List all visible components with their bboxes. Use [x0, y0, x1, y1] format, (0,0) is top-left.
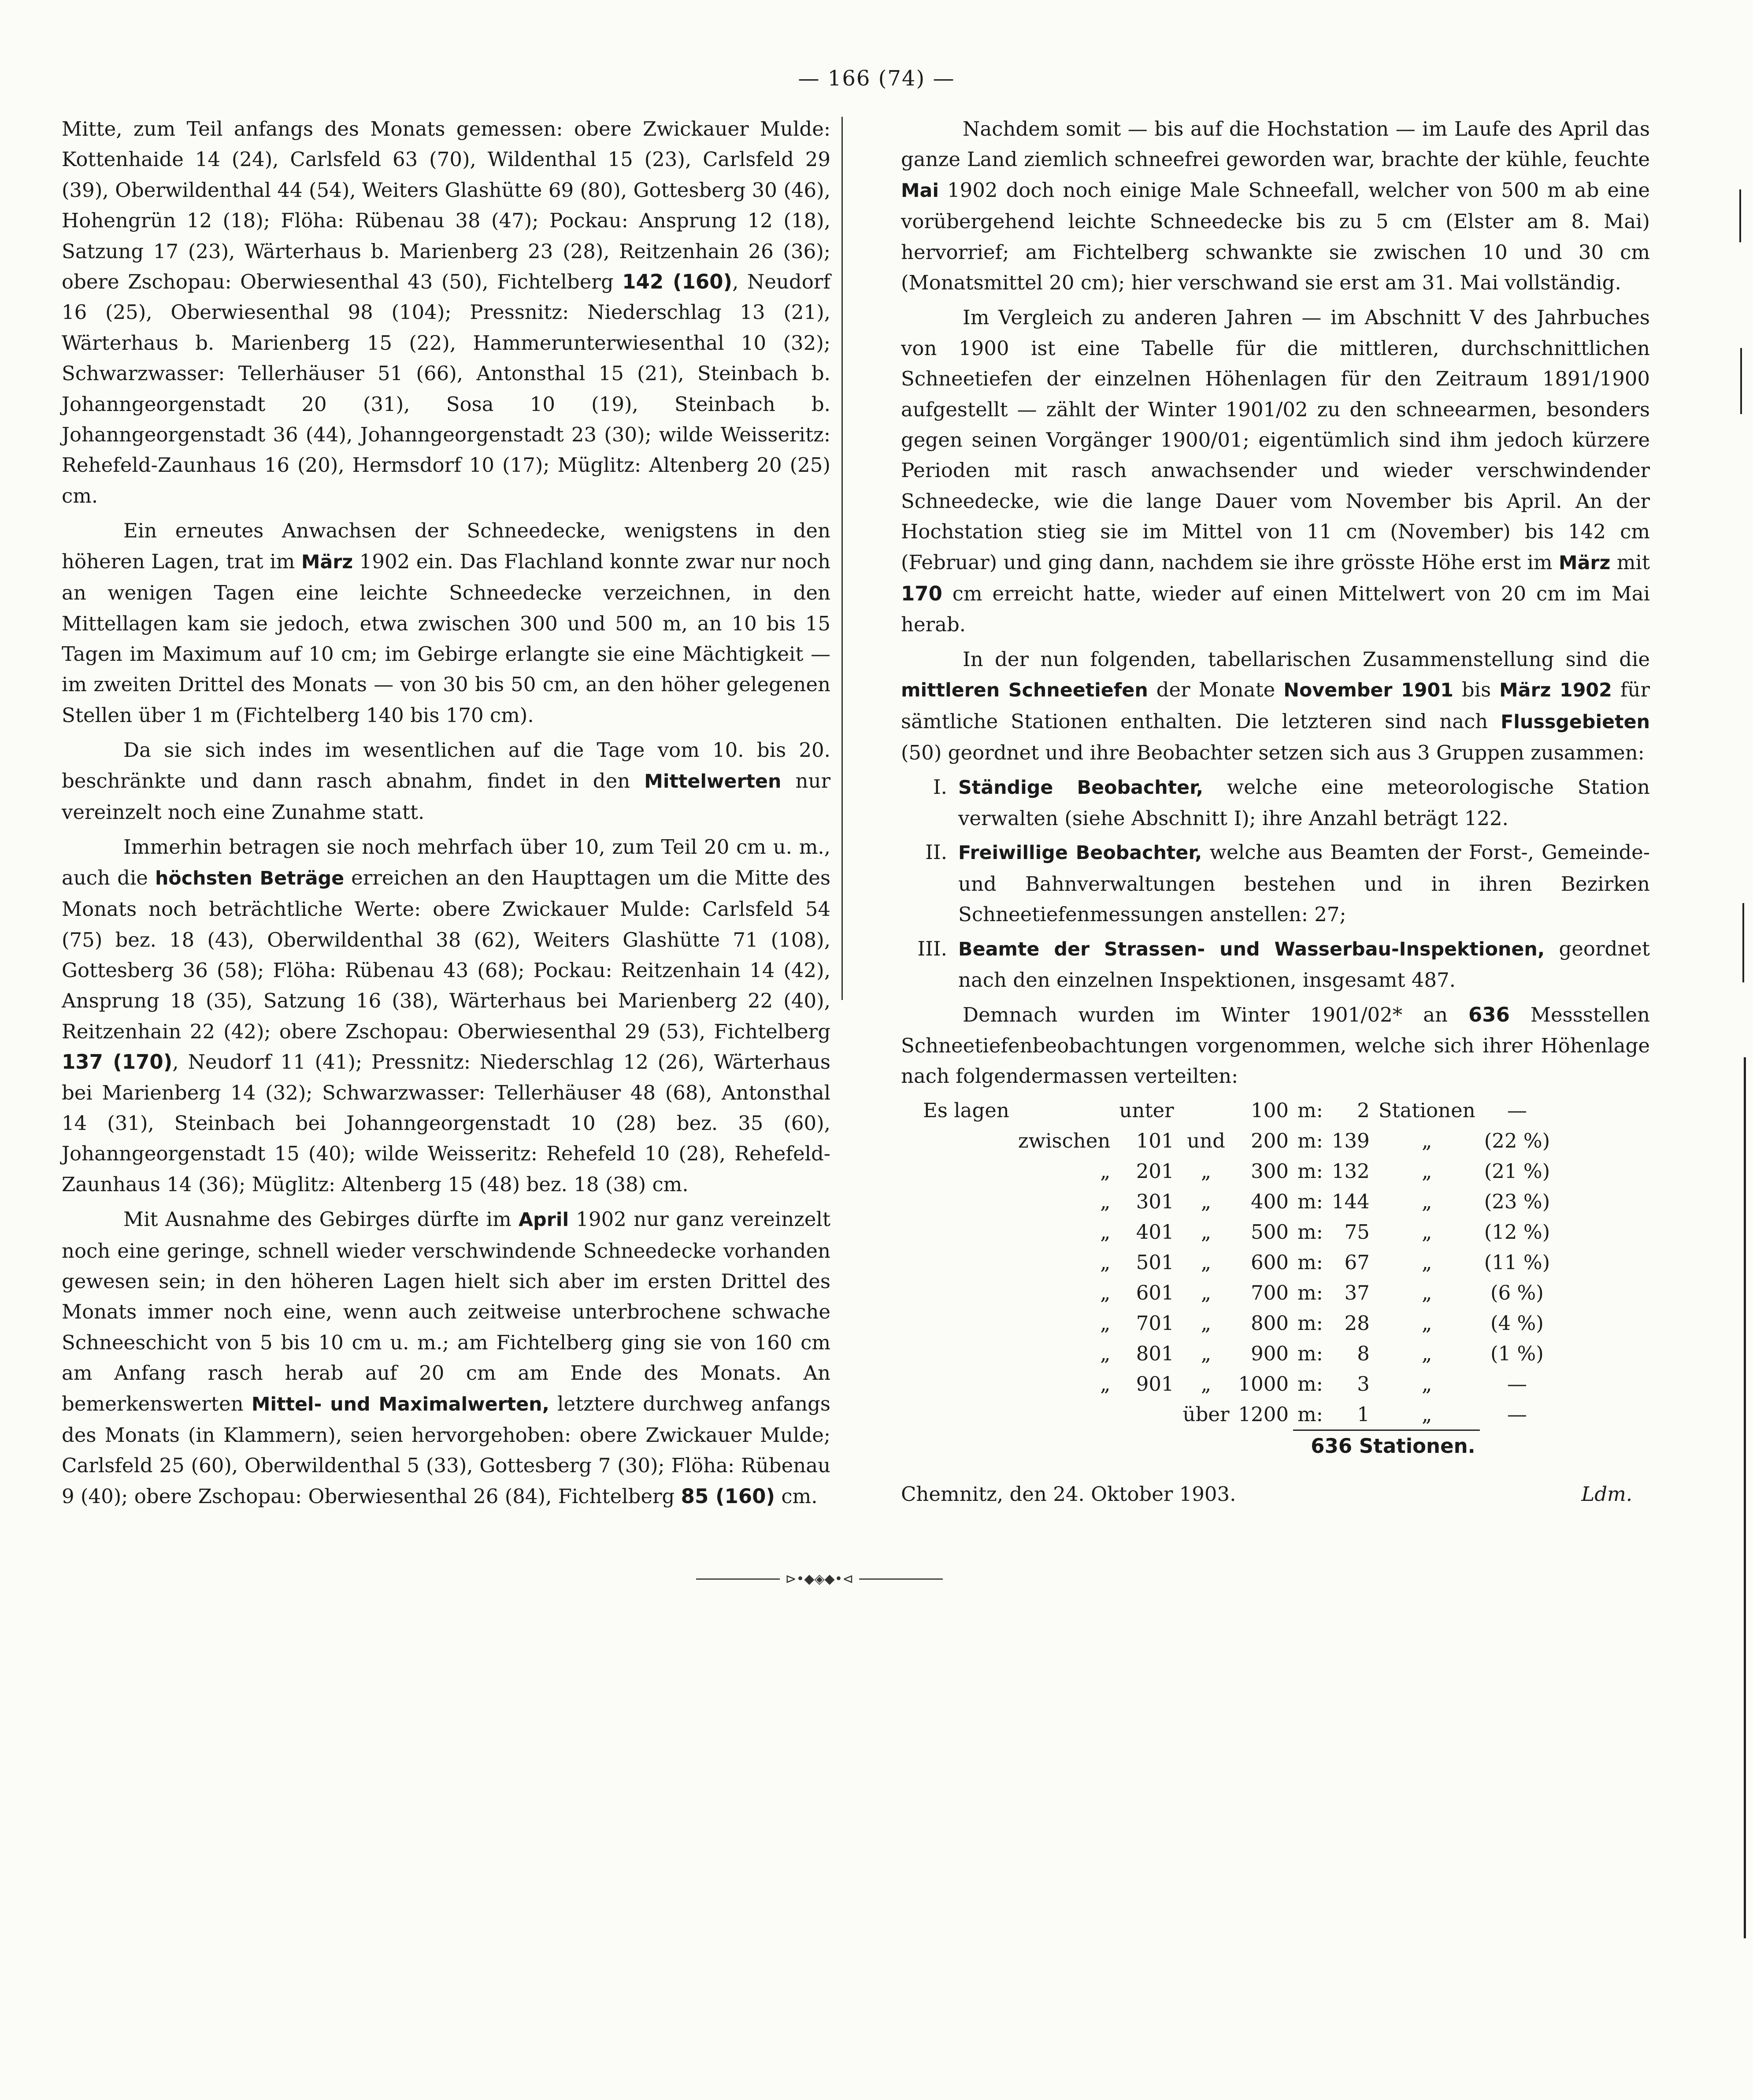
table-cell-b: „	[1100, 1341, 1111, 1365]
table-cell-pct: —	[1507, 1372, 1527, 1396]
table-cell-ditto: „	[1422, 1189, 1432, 1213]
table-cell-count: 2	[1357, 1098, 1370, 1122]
table-cell-b: „	[1100, 1250, 1111, 1274]
table-cell-a	[919, 1186, 1014, 1217]
paragraph-messstellen: Demnach wurden im Winter 1901/02* an 636 Messstellen Schneetiefenbeobachtungen vorgenommen, welche sich ihrer Höhenlage nach folgendermassen verteilten:	[901, 1003, 1650, 1088]
table-cell-unit: m:	[1297, 1159, 1323, 1183]
table-cell-pct: (21 %)	[1484, 1159, 1550, 1183]
table-cell-count: 132	[1331, 1159, 1370, 1183]
group-text: Freiwillige Beobachter, welche aus Beamten der Forst-, Gemeinde- und Bahnverwaltungen bestehen und in ihren Bezirken Schneetiefenmessungen anstellen: 27;	[958, 841, 1650, 926]
table-row	[919, 1186, 1554, 1217]
table-cell-pct: (22 %)	[1484, 1129, 1550, 1152]
table-cell-count: 3	[1357, 1372, 1370, 1396]
table-cell-pct: —	[1507, 1098, 1527, 1122]
table-cell-to: 900	[1251, 1341, 1289, 1365]
observer-group-1	[901, 772, 1650, 834]
table-row	[919, 1308, 1554, 1338]
table-cell-pct: (4 %)	[1490, 1311, 1544, 1335]
scan-edge-mark	[1739, 189, 1741, 242]
table-cell-to: 600	[1251, 1250, 1289, 1274]
table-cell-ditto: „	[1422, 1311, 1432, 1335]
paragraph-maerz: Ein erneutes Anwachsen der Schneedecke, wenigstens in den höheren Lagen, trat im März 1902 ein. Das Flachland konnte zwar nur noch an wenigen Tagen eine leichte Schneedecke verzeichnen, in den Mittellagen kam sie jedoch, etwa zwischen 300 und 500 m, an 10 bis 15 Tagen im Maximum auf 10 cm; im Gebirge erlangte sie eine Mächtigkeit — im zweiten Drittel des Monats — von 30 bis 50 cm, an den höher gelegenen Stellen über 1 m (Fichtelberg 140 bis 170 cm).	[62, 519, 830, 727]
table-cell-b: „	[1100, 1189, 1111, 1213]
table-cell-b: „	[1100, 1311, 1111, 1335]
table-cell-to: 400	[1251, 1189, 1289, 1213]
table-row	[919, 1369, 1554, 1399]
table-cell-pct: (11 %)	[1484, 1250, 1550, 1274]
table-cell-ditto: „	[1422, 1281, 1432, 1304]
table-cell-unit: m:	[1293, 1399, 1327, 1430]
table-cell-to: 300	[1251, 1159, 1289, 1183]
table-cell-a	[919, 1247, 1014, 1278]
table-cell-unit: m:	[1297, 1129, 1323, 1152]
page-header: — 166 (74) —	[798, 66, 955, 91]
table-cell-b	[1014, 1399, 1115, 1430]
table-cell-joiner	[1179, 1095, 1234, 1126]
table-cell-unit: m:	[1297, 1189, 1323, 1213]
table-cell-from: 301	[1136, 1189, 1174, 1213]
table-cell-a	[919, 1308, 1014, 1338]
table-cell-ditto: „	[1374, 1399, 1480, 1430]
table-row	[919, 1095, 1554, 1126]
table-cell-unit: m:	[1297, 1220, 1323, 1244]
paragraph-zusammenstellung: In der nun folgenden, tabellarischen Zusammenstellung sind die mittleren Schneetiefen der Monate November 1901 bis März 1902 für sämtliche Stationen enthalten. Die letzteren sind nach Flussgebieten (50) geordnet und ihre Beobachter setzen sich aus 3 Gruppen zusammen:	[901, 647, 1650, 765]
place-date: Chemnitz, den 24. Oktober 1903.	[901, 1482, 1236, 1506]
table-cell-from	[1115, 1399, 1178, 1430]
table-cell-from: 501	[1136, 1250, 1174, 1274]
table-cell-to: 200	[1251, 1129, 1289, 1152]
signature-row	[901, 1479, 1650, 1509]
table-cell-a: Es lagen	[923, 1098, 1009, 1122]
table-cell-count: 37	[1344, 1281, 1370, 1304]
table-cell-to: 700	[1251, 1281, 1289, 1304]
group-numeral: II.	[925, 841, 947, 864]
table-total-row	[919, 1430, 1554, 1461]
table-cell-from: unter	[1119, 1098, 1174, 1122]
scan-edge-mark	[1740, 348, 1742, 414]
table-cell-from: 701	[1136, 1311, 1174, 1335]
paragraph-mittelwerte: Da sie sich indes im wesentlichen auf die Tage vom 10. bis 20. beschränkte und dann rasch abnahm, findet in den Mittelwerten nur vereinzelt noch eine Zunahme statt.	[62, 738, 830, 824]
paragraph-hoechste-betraege: Immerhin betragen sie noch mehrfach über 10, zum Teil 20 cm u. m., auch die höchsten Beträge erreichen an den Haupttagen um die Mitte des Monats noch beträchtliche Werte: obere Zwickauer Mulde: Carlsfeld 54 (75) bez. 18 (43), Oberwildenthal 38 (62), Weiters Glashütte 71 (108), Gottesberg 36 (58); Flöha: Rübenau 43 (68); Pockau: Reitzenhain 14 (42), Ansprung 18 (35), Satzung 16 (38), Wärterhaus bei Marienberg 22 (40), Reitzenhain 22 (42); obere Zschopau: Oberwiesenthal 29 (53), Fichtelberg 137 (170), Neudorf 11 (41); Pressnitz: Niederschlag 12 (26), Wärterhaus bei Marienberg 14 (32); Schwarzwasser: Tellerhäuser 48 (68), Antonsthal 14 (31), Steinbach bei Johanngeorgenstadt 10 (28) bez. 35 (60), Johanngeorgenstadt 15 (40); wilde Weisseritz: Rehefeld 10 (28), Rehefeld-Zaunhaus 14 (36); Müglitz: Altenberg 15 (48) bez. 18 (38) cm.	[62, 835, 831, 1196]
table-cell-to: 100	[1251, 1098, 1289, 1122]
table-cell-pct: (6 %)	[1490, 1281, 1544, 1304]
table-row	[919, 1278, 1554, 1308]
table-cell-unit: m:	[1297, 1250, 1323, 1274]
table-cell-joiner: „	[1201, 1189, 1212, 1213]
table-cell-to: 800	[1251, 1311, 1289, 1335]
table-cell-from: 101	[1136, 1129, 1174, 1152]
table-cell-count: 75	[1344, 1220, 1370, 1244]
group-text: Ständige Beobachter, welche eine meteorologische Station verwalten (siehe Abschnitt I); ihre Anzahl beträgt 122.	[958, 775, 1650, 830]
table-cell-joiner: „	[1201, 1311, 1212, 1335]
table-cell-count: 8	[1357, 1341, 1370, 1365]
table-cell-a	[919, 1217, 1014, 1247]
table-cell-a	[919, 1399, 1014, 1430]
table-cell-pct: —	[1507, 1403, 1527, 1426]
table-cell-pct: (12 %)	[1484, 1220, 1550, 1244]
table-cell-ditto: „	[1422, 1372, 1432, 1396]
paragraph-mai: Nachdem somit — bis auf die Hochstation — im Laufe des April das ganze Land ziemlich schneefrei geworden war, brachte der kühle, feuchte Mai 1902 doch noch einige Male Schneefall, welcher von 500 m ab eine vorübergehend leichte Schneedecke bis zu 5 cm (Elster am 8. Mai) hervorrief; am Fichtelberg schwankte sie zwischen 10 und 30 cm (Monatsmittel 20 cm); hier verschwand sie erst am 31. Mai vollständig.	[901, 117, 1650, 295]
table-cell-unit: m:	[1297, 1281, 1323, 1304]
table-cell-ditto: „	[1422, 1250, 1432, 1274]
table-cell-unit: m:	[1297, 1311, 1323, 1335]
table-cell-count: 139	[1331, 1129, 1370, 1152]
table-row	[919, 1338, 1554, 1369]
table-cell-pct: (23 %)	[1484, 1189, 1550, 1213]
group-numeral: I.	[933, 775, 947, 799]
table-cell-to: 1000	[1238, 1372, 1289, 1396]
table-cell-unit: m:	[1297, 1372, 1323, 1396]
column-divider	[841, 117, 843, 1000]
table-cell-b: „	[1100, 1159, 1111, 1183]
table-cell-a	[919, 1338, 1014, 1369]
table-cell-joiner: „	[1201, 1159, 1212, 1183]
table-cell-count: 67	[1344, 1250, 1370, 1274]
table-cell-ditto: „	[1422, 1220, 1432, 1244]
table-row	[919, 1217, 1554, 1247]
altitude-distribution-table	[919, 1095, 1554, 1461]
observer-group-2	[901, 837, 1650, 930]
table-cell-from: 601	[1136, 1281, 1174, 1304]
table-cell-b: „	[1100, 1220, 1111, 1244]
table-cell-joiner: und	[1187, 1129, 1225, 1152]
table-cell-b: „	[1100, 1281, 1111, 1304]
table-cell-ditto: Stationen	[1378, 1098, 1475, 1122]
table-cell-pct: (1 %)	[1490, 1341, 1544, 1365]
table-cell-joiner: „	[1201, 1220, 1212, 1244]
table-cell-count: 28	[1344, 1311, 1370, 1335]
paragraph-april: Mit Ausnahme des Gebirges dürfte im April 1902 nur ganz vereinzelt noch eine geringe, schnell wieder verschwindende Schneedecke vorhanden gewesen sein; in den höheren Lagen hielt sich aber im ersten Drittel des Monats immer noch eine, wenn auch zeitweise unterbrochene schwache Schneeschicht von 5 bis 10 cm u. m.; am Fichtelberg ging sie von 160 cm am Anfang rasch herab auf 20 cm am Ende des Monats. An bemerkenswerten Mittel- und Maximalwerten, letztere durchweg anfangs des Monats (in Klammern), seien hervorgehoben: obere Zwickauer Mulde; Carlsfeld 25 (60), Oberwildenthal 5 (33), Gottesberg 7 (30); Flöha: Rübenau 9 (40); obere Zschopau: Oberwiesenthal 26 (84), Fichtelberg 85 (160) cm.	[62, 1207, 831, 1508]
paragraph-vergleich: Im Vergleich zu anderen Jahren — im Abschnitt V des Jahrbuches von 1900 ist eine Tabelle für die mittleren, durchschnittlichen Schneetiefen der einzelnen Höhenlagen für den Zeitraum 1891/1900 aufgestellt — zählt der Winter 1901/02 zu den schneearmen, besonders gegen seinen Vorgänger 1900/01; eigentümlich sind ihm jedoch kürzere Perioden mit rasch anwachsender und wieder verschwindender Schneedecke, wie die lange Dauer vom November bis April. An der Hochstation stieg sie im Mittel von 11 cm (November) bis 142 cm (Februar) und ging dann, nachdem sie ihre grösste Höhe erst im März mit 170 cm erreicht hatte, wieder auf einen Mittelwert von 20 cm im Mai herab.	[901, 306, 1650, 636]
table-cell-joiner: „	[1201, 1281, 1212, 1304]
table-cell-ditto: „	[1422, 1129, 1432, 1152]
right-column	[901, 114, 1650, 1509]
table-cell-a	[919, 1369, 1014, 1399]
signature: Ldm.	[1581, 1482, 1632, 1506]
table-row	[919, 1247, 1554, 1278]
table-cell-ditto: „	[1422, 1341, 1432, 1365]
table-cell-joiner: „	[1201, 1341, 1212, 1365]
table-cell-joiner: „	[1201, 1250, 1212, 1274]
paragraph-zwickauer-mulde: Mitte, zum Teil anfangs des Monats gemessen: obere Zwickauer Mulde: Kottenhaide 14 (24), Carlsfeld 63 (70), Wildenthal 15 (23), Carlsfeld 29 (39), Oberwildenthal 44 (54), Weiters Glashütte 69 (80), Gottesberg 30 (46), Hohengrün 12 (18); Flöha: Rübenau 38 (47); Pockau: Ansprung 12 (18), Satzung 17 (23), Wärterhaus b. Marienberg 23 (28), Reitzenhain 26 (36); obere Zschopau: Oberwiesenthal 43 (50), Fichtelberg 142 (160), Neudorf 16 (25), Oberwiesenthal 98 (104); Pressnitz: Niederschlag 13 (21), Wärterhaus b. Marienberg 15 (22), Hammerunterwiesenthal 10 (32); Schwarzwasser: Tellerhäuser 51 (66), Antonsthal 15 (21), Steinbach b. Johanngeorgenstadt 20 (31), Sosa 10 (19), Steinbach b. Johanngeorgenstadt 36 (44), Johanngeorgenstadt 23 (30); wilde Weisseritz: Rehefeld-Zaunhaus 16 (20), Hermsdorf 10 (17); Müglitz: Altenberg 20 (25) cm.	[62, 117, 830, 507]
table-cell-b	[1014, 1095, 1115, 1126]
table-cell-joiner: „	[1201, 1372, 1212, 1396]
table-cell-from: 801	[1136, 1341, 1174, 1365]
table-cell-to: 1200	[1238, 1403, 1289, 1426]
scan-edge-mark	[1744, 1057, 1746, 1938]
table-cell-from: 401	[1136, 1220, 1174, 1244]
table-total: 636 Stationen.	[1311, 1434, 1475, 1458]
group-numeral: III.	[917, 937, 947, 960]
table-cell-a	[919, 1278, 1014, 1308]
table-cell-a	[919, 1126, 1014, 1156]
ornament-glyphs: ⊳•◆◈◆•⊲	[785, 1571, 854, 1587]
table-cell-joiner: über	[1182, 1403, 1230, 1426]
table-cell-b: zwischen	[1018, 1129, 1111, 1152]
end-ornament	[696, 1570, 943, 1588]
scan-edge-mark	[1742, 903, 1744, 982]
table-cell-count: 1	[1327, 1399, 1374, 1430]
table-cell-unit: m:	[1297, 1341, 1323, 1365]
table-cell-from: 201	[1136, 1159, 1174, 1183]
table-cell-a	[919, 1156, 1014, 1186]
table-row	[919, 1399, 1554, 1430]
table-cell-unit: m:	[1297, 1098, 1323, 1122]
table-row	[919, 1156, 1554, 1186]
left-column	[62, 114, 830, 1511]
table-cell-from: 901	[1136, 1372, 1174, 1396]
group-text: Beamte der Strassen- und Wasserbau-Inspektionen, geordnet nach den einzelnen Inspektionen, insgesamt 487.	[958, 937, 1650, 992]
observer-group-3	[901, 933, 1650, 996]
table-cell-b: „	[1100, 1372, 1111, 1396]
table-cell-count: 144	[1331, 1189, 1370, 1213]
table-cell-ditto: „	[1422, 1159, 1432, 1183]
table-row	[919, 1126, 1554, 1156]
table-cell-to: 500	[1251, 1220, 1289, 1244]
